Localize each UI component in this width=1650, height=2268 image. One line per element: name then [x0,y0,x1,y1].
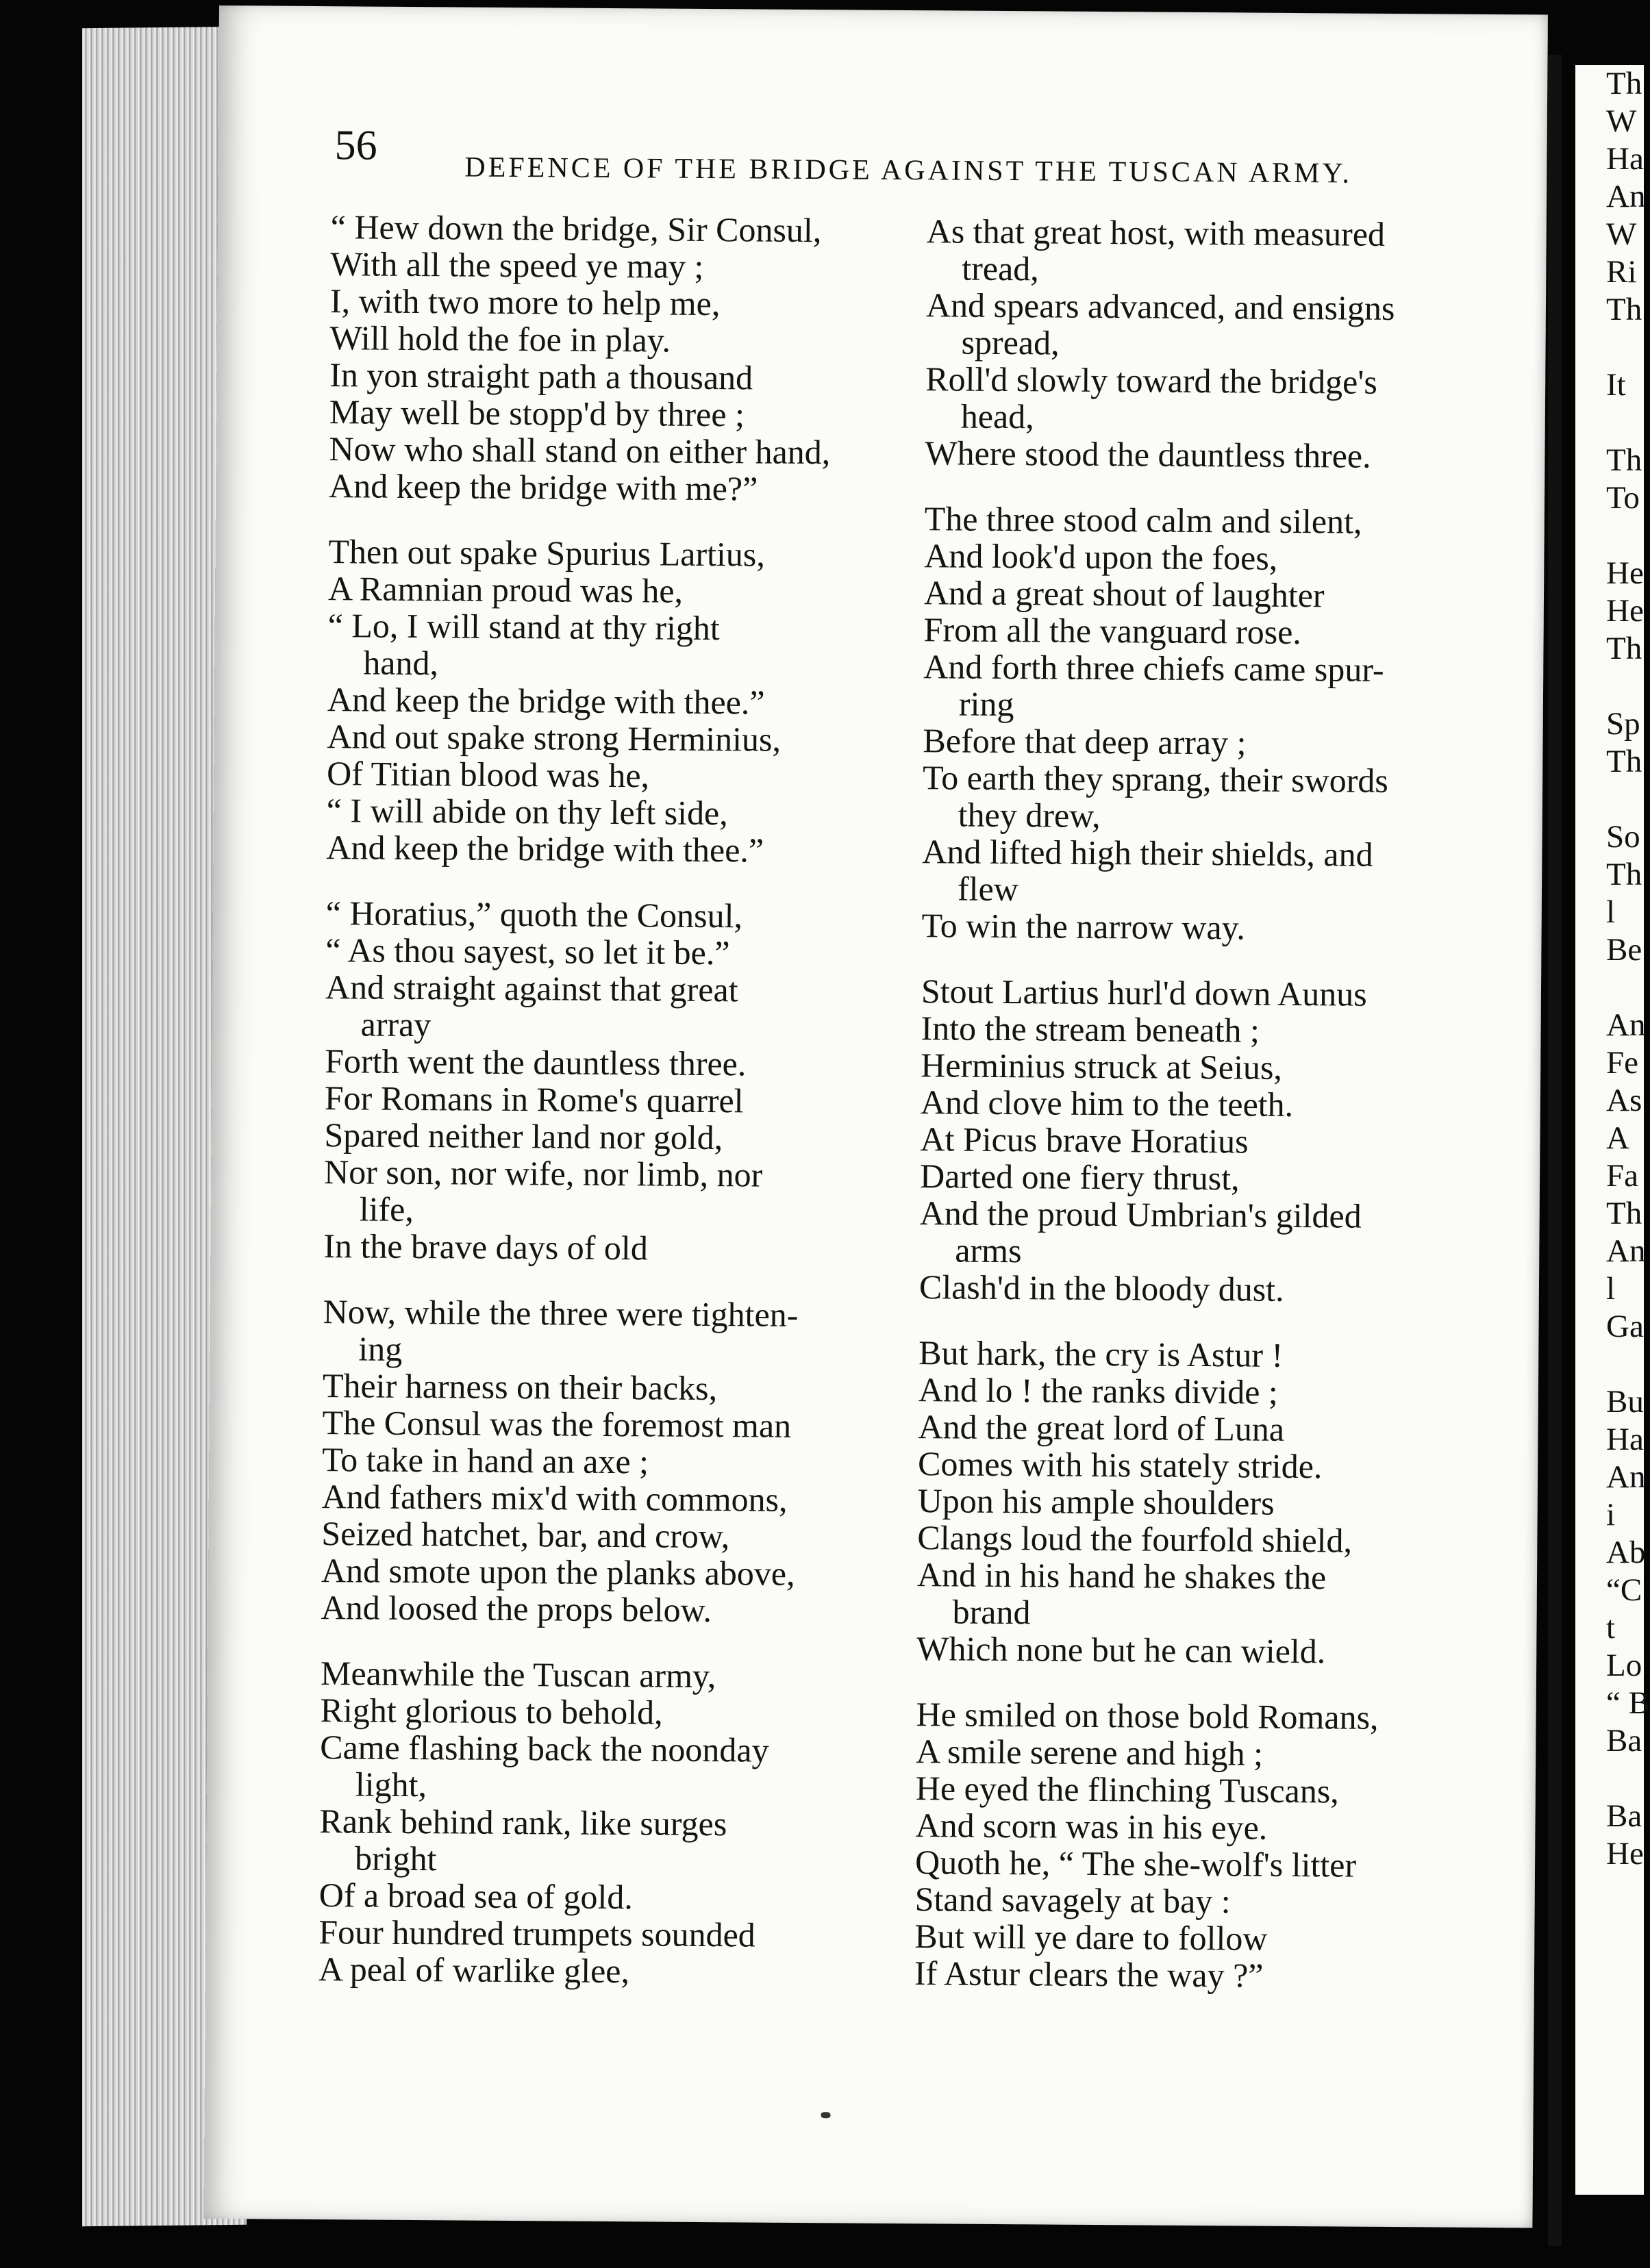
verse-line: hand, [363,643,439,683]
facing-page-text [1575,1760,1644,1798]
verse-line: To earth they sprang, their swords [922,758,1389,800]
verse-line: To win the narrow way. [921,906,1246,947]
verse-line: A smile serene and high ; [916,1732,1264,1773]
verse-line: With all the speed ye may ; [330,244,704,286]
verse-line: Then out spake Spurius Lartius, [328,532,766,574]
facing-page-text: Ab [1606,1535,1646,1570]
verse-line: Of Titian blood was he, [326,754,650,795]
verse-line: Comes with his stately stride. [917,1444,1323,1486]
verse-line: Where stood the dauntless three. [925,433,1371,475]
verse-line: For Romans in Rome's quarrel [324,1079,744,1120]
facing-page-fragment [1575,65,1650,2195]
poem-column-left [318,208,920,2020]
verse-line: bright [354,1839,437,1878]
poem-column-right [914,212,1515,2024]
facing-page-text: A [1606,1120,1629,1156]
verse-line: From all the vanguard rose. [923,610,1302,652]
verse-line: Of a broad sea of gold. [318,1876,634,1917]
facing-page-text: t [1606,1610,1616,1646]
verse-line: Right glorious to behold, [320,1691,663,1732]
facing-page-text: Bu [1606,1384,1644,1420]
verse-line: If Astur clears the way ?” [914,1954,1264,1995]
verse-line: Came flashing back the noonday [320,1728,769,1769]
verse-line: head, [960,396,1034,436]
verse-line: Meanwhile the Tuscan army, [320,1654,716,1696]
facing-page-text: He [1606,555,1644,591]
verse-line: they drew, [958,795,1101,835]
verse-line: “ Lo, I will stand at thy right [327,606,720,648]
facing-page-text: An [1606,1233,1646,1269]
facing-page-text: It [1606,367,1626,403]
stanza [329,208,920,508]
facing-page-text: Ba [1606,1798,1642,1834]
facing-page-text [1575,668,1644,705]
facing-page-text: i [1606,1497,1616,1533]
facing-page-text: l [1606,894,1616,930]
facing-page-text [1575,404,1644,442]
running-head: DEFENCE OF THE BRIDGE AGAINST THE TUSCAN ARMY. [464,151,1353,190]
verse-line: Seized hatchet, bar, and crow, [321,1514,730,1556]
facing-page-text: Th [1606,66,1642,101]
facing-page-text [1575,781,1644,818]
verse-line: And out spake strong Herminius, [327,717,782,759]
facing-page-text: Th [1606,442,1642,478]
verse-line: May well be stopp'd by three ; [329,392,745,434]
verse-line: Nor son, nor wife, nor limb, nor [323,1152,763,1194]
verse-line: “ As thou sayest, so let it be.” [325,931,730,972]
verse-line: Four hundred trumpets sounded [318,1913,755,1954]
facing-page-text: Fe [1606,1045,1638,1081]
facing-page-text: Th [1606,1196,1642,1231]
facing-page-text: To [1606,480,1640,516]
verse-line: Now, while the three were tighten- [323,1292,799,1334]
stanza [321,1293,912,1630]
verse-line: Will hold the foe in play. [329,318,671,360]
verse-line: I, with two more to help me, [329,281,721,323]
verse-line: Rank behind rank, like surges [319,1802,727,1843]
verse-line: Darted one fiery thrust, [919,1157,1240,1198]
facing-page-text: Ha [1606,1422,1644,1457]
verse-line: ring [958,684,1014,724]
verse-line: At Picus brave Horatius [920,1120,1249,1161]
verse-line: Stout Lartius hurl'd down Aunus [921,972,1367,1013]
verse-line: And scorn was in his eye. [915,1806,1268,1847]
facing-page-text: Ri [1606,254,1637,290]
verse-line: Herminius struck at Seius, [921,1046,1283,1087]
verse-line: Into the stream beneath ; [921,1009,1260,1050]
facing-page-text: Th [1606,744,1642,779]
book-gutter [1548,55,1562,2246]
verse-line: And a great shout of laughter [923,573,1325,615]
verse-line: tread, [962,249,1039,288]
verse-line: Stand savagely at bay : [914,1880,1231,1921]
book-page [203,5,1548,2228]
verse-line: brand [952,1592,1031,1632]
facing-page-text [1575,1346,1644,1383]
facing-page-text [1575,517,1644,555]
facing-page-text: He [1606,593,1644,629]
verse-line: spread, [961,323,1060,362]
verse-line: And the proud Umbrian's gilded [919,1194,1362,1235]
verse-line: A Ramnian proud was he, [327,569,684,610]
verse-line: The Consul was the foremost man [322,1403,792,1445]
verse-line: life, [359,1189,414,1229]
facing-page-text: So [1606,819,1640,855]
facing-page-text: Th [1606,631,1642,666]
facing-page-text: W [1606,216,1637,252]
facing-page-text [1575,969,1644,1007]
verse-line: And forth three chiefs came spur- [923,647,1384,689]
facing-page-text: Ba [1606,1723,1642,1759]
verse-line: Clangs loud the fourfold shield, [917,1518,1353,1560]
verse-line: Spared neither land nor gold, [324,1116,723,1157]
facing-page-text: “C [1606,1572,1642,1608]
stanza [919,972,1510,1309]
verse-line: And spears advanced, and ensigns [925,286,1395,327]
stanza [925,212,1516,475]
verse-line: “ Horatius,” quoth the Consul, [325,894,743,935]
facing-page-text: Be [1606,932,1642,968]
stanza [326,533,917,870]
verse-line: He eyed the flinching Tuscans, [915,1769,1340,1811]
verse-line: Upon his ample shoulders [917,1481,1275,1522]
facing-page-text: Ha [1606,141,1644,177]
verse-line: “ I will abide on thy left side, [326,791,728,833]
verse-line: But hark, the cry is Astur ! [918,1333,1284,1374]
stanza [318,1654,910,1991]
verse-line: And smote upon the planks above, [321,1551,795,1593]
facing-page-text: Sp [1606,706,1640,742]
verse-line: And keep the bridge with me?” [328,466,758,508]
verse-line: And lifted high their shields, and [922,832,1373,874]
facing-page-text [1575,329,1644,366]
facing-page-text: Fa [1606,1158,1638,1194]
verse-line: In yon straight path a thousand [329,355,753,397]
verse-line: The three stood calm and silent, [924,499,1362,541]
verse-line: Their harness on their backs, [322,1366,718,1408]
stanza [916,1334,1508,1671]
facing-page-text: Th [1606,857,1642,892]
facing-page-text: He [1606,1836,1644,1872]
facing-page-text: An [1606,1007,1646,1043]
verse-line: And lo ! the ranks divide ; [918,1370,1279,1411]
verse-line: As that great host, with measured [926,212,1386,253]
verse-line: Which none but he can wield. [916,1629,1326,1671]
facing-page-text: Th [1606,292,1642,327]
verse-line: “ Hew down the bridge, Sir Consul, [330,207,822,250]
verse-line: And in his hand he shakes the [916,1555,1327,1597]
verse-line: But will ye dare to follow [914,1917,1268,1958]
stanza [921,500,1514,948]
verse-line: And the great lord of Luna [918,1407,1285,1448]
facing-page-text: l [1606,1271,1616,1307]
verse-line: And fathers mix'd with commons, [321,1477,788,1519]
verse-line: ing [358,1329,403,1368]
verse-line: Before that deep array ; [923,721,1247,762]
page-number: 56 [334,122,377,169]
facing-page-text: An [1606,1459,1646,1495]
verse-line: And look'd upon the foes, [924,536,1278,577]
verse-line: arms [955,1231,1022,1270]
verse-line: And straight against that great [325,968,738,1009]
verse-line: And keep the bridge with thee.” [327,680,765,722]
verse-line: And clove him to the teeth. [920,1083,1294,1124]
verse-line: light, [355,1765,427,1804]
verse-line: Quoth he, “ The she-wolf's litter [914,1843,1357,1885]
verse-line: Now who shall stand on either hand, [329,429,831,472]
verse-line: He smiled on those bold Romans, [916,1695,1379,1737]
facing-page-text: W [1606,103,1637,139]
facing-page-text: As [1606,1083,1642,1118]
facing-page-text: An [1606,179,1646,214]
verse-line: To take in hand an axe ; [321,1440,649,1481]
verse-line: flew [957,869,1019,909]
footer-mark [821,2112,830,2118]
verse-line: Roll'd slowly toward the bridge's [925,360,1378,401]
facing-page-text: Lo [1606,1648,1642,1683]
verse-line: array [360,1005,432,1044]
facing-page-text: “ B [1606,1685,1650,1721]
verse-line: A peal of warlike glee, [318,1950,630,1991]
facing-page-text: Ga [1606,1309,1644,1344]
verse-line: Clash'd in the bloody dust. [918,1268,1284,1309]
verse-line: And loosed the props below. [321,1588,712,1630]
verse-line: And keep the bridge with thee.” [326,828,764,870]
stanza [914,1696,1505,1995]
verse-line: In the brave days of old [323,1226,649,1268]
stanza [323,894,915,1268]
verse-line: Forth went the dauntless three. [325,1042,747,1083]
